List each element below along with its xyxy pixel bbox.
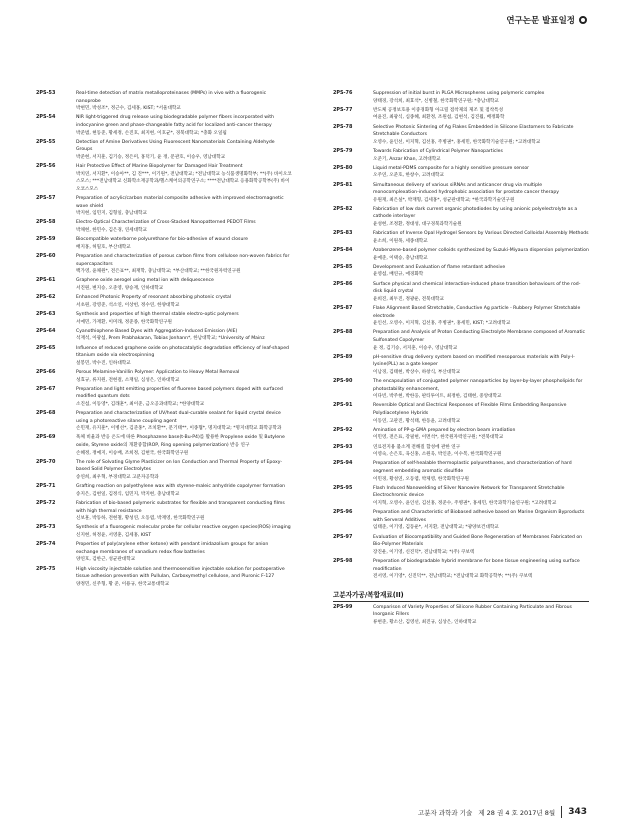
entry-code: 2PS-98: [333, 557, 353, 564]
entry-code: 2PS-60: [36, 253, 56, 260]
entry-code: 2PS-95: [333, 484, 353, 491]
entry-body: [76, 253, 292, 276]
entry-title: Simultaneous delivery of various siRNAs and anticancer drug via multiple monocomplexation-induced hydrophobic association for prostate cancer therapy: [373, 182, 559, 196]
entry-title: Flake Alignment Based Stretchable, Conductive Ag particle - Rubbery Polymer Stretchable electrode: [373, 305, 581, 319]
entry-body: [76, 163, 292, 193]
entry-code: 2PS-92: [333, 426, 353, 433]
entry-authors: 양정민, 신주형, 황 준, 이용규, 한국교통대학교: [76, 581, 170, 587]
right-column: [333, 90, 589, 628]
entry-code: 2PS-81: [333, 181, 353, 188]
entry-authors: 양연호, 김한근, 성균관대학교: [76, 557, 136, 563]
entry-authors: 손민재, 유지훈*, 이병선*, 김준홍*, 조치환**, 문기태**, 이종협*, 명지대학교; *명지대학교 화학공학과: [76, 426, 282, 432]
entry-code: 2PS-75: [36, 565, 56, 572]
entry-authors: 이지혁, 오영수, 윤인선, 김선홍, 정준수, 주병권*, 홍세민, 한국과학기술연구원; *고려대학교: [373, 500, 557, 506]
entry-authors: 박지현, 임민지, 김형일, 충남대학교: [76, 211, 147, 217]
abstract-entry: [333, 305, 589, 328]
abstract-entry: [36, 483, 292, 498]
entry-authors: 송연희, 최우혁, 부경대학교 고분자공학과: [76, 475, 159, 480]
entry-body: [373, 444, 589, 459]
entry-authors: 전서영, 이기영*, 신진덕**, 전남대학교; *전남대학교 화학공학부; **(주) 쿠보텍: [373, 574, 533, 580]
entry-title: Hair Protective Effect of Marine Biopolymer for Damaged Hair Treatment: [76, 164, 243, 170]
abstract-entry: [36, 114, 292, 137]
entry-body: [373, 329, 589, 352]
entry-body: [76, 328, 292, 343]
entry-title: Cyanothiophene Based Dyes with Aggregation-Induced Emission (AIE): [76, 328, 238, 334]
abstract-entry: [36, 500, 292, 523]
entry-body: [76, 483, 292, 498]
abstract-entry: [333, 124, 589, 147]
entry-authors: 배지홍, 허밀호, 부산대학교: [76, 244, 131, 250]
abstract-entry: [333, 182, 589, 205]
abstract-entry: [36, 163, 292, 193]
page-header: [506, 14, 587, 26]
entry-title: Preparation and characterization of UV/heat dual-curable sealant for liquid crystal device using a photoreactive silane coupling agent: [76, 411, 281, 424]
entry-code: 2PS-84: [333, 247, 353, 254]
entry-body: [76, 500, 292, 523]
entry-title: Biocompatible waterborne polyurethane for bio-adhesive of wound closure: [76, 237, 248, 243]
entry-title: Porous Melamine-Vanillin Polymer: Application to Heavy Metal Removal: [76, 369, 240, 375]
entry-authors: 이민경, 황성연, 오동엽, 박제영, 한국화학연구원: [373, 476, 469, 482]
entry-body: [76, 410, 292, 433]
entry-title: Liquid metal-PDMS composite for a highly sensitive pressure sensor: [373, 165, 530, 171]
entry-authors: 유원재, 최은실*, 박재형, 김세홍*, 성균관대학교; *한국과학기술연구원: [373, 197, 515, 203]
header-title-text: 연구논문 발표일정: [506, 16, 575, 26]
entry-code: 2PS-54: [36, 114, 56, 121]
entry-title: Preparation and Characteristic of Biobased adhesive based on Marine Organism Byproducts with Serveral Additives: [373, 510, 585, 523]
entry-code: 2PS-72: [36, 499, 56, 506]
entry-body: [373, 354, 589, 377]
abstract-entry: [36, 90, 292, 113]
entry-code: 2PS-78: [333, 123, 353, 130]
entry-authors: 박준현, 서지훈, 김기승, 정은미, 홍덕기, 윤 정, 문관호, 이승우, 영남대학교: [76, 154, 226, 160]
abstract-entry: [36, 541, 292, 564]
entry-authors: 석재석, 이광섭, Prem Prabhakaran, Tobias Jonhann*, 한남대학교; *University of Mainz: [76, 336, 265, 342]
entry-authors: 송지은, 김현일, 김정식, 임민지, 박지현, 충남대학교: [76, 491, 180, 497]
entry-title: Enhanced Photonic Property of resonant absorbing photonic crystal: [76, 295, 232, 301]
entry-code: 2PS-57: [36, 195, 56, 202]
entry-authors: 이다빈, 박주현, 박한웅, 판티투이트, 최정한, 김태현, 중앙대학교: [373, 394, 502, 400]
entry-body: [373, 230, 589, 245]
entry-code: 2PS-94: [333, 460, 353, 467]
entry-title: Fabrication of bio-based polymeric substrates for flexible and transparent conducting films with high thermal resistance: [76, 500, 285, 514]
entry-authors: 오준기, Anzar Khan, 고려대학교: [373, 156, 441, 162]
abstract-entry: [36, 139, 292, 162]
entry-code: 2PS-69: [36, 434, 56, 441]
abstract-entry: [333, 604, 589, 627]
entry-body: [76, 236, 292, 251]
entry-title: Synthesis and properties of high thermal stable electro-optic polymers: [76, 311, 239, 317]
entry-body: [373, 604, 589, 627]
entry-body: [76, 386, 292, 409]
entry-authors: 여윤진, 최광식, 심종혜, 최환정, 조원섭, 김현석, 김진월, 배정화학: [373, 115, 505, 121]
entry-authors: 윤예준, 이택승, 충남대학교: [373, 255, 428, 261]
entry-title: Synthesis of a fluorogenic molecular probe for cellular reactive oxygen species(ROS) imaging: [76, 525, 291, 531]
entry-body: [373, 165, 589, 180]
entry-code: 2PS-71: [36, 483, 56, 490]
entry-body: [373, 124, 589, 147]
entry-body: [76, 139, 292, 162]
entry-body: [373, 485, 589, 508]
entry-title: Real-time detection of matrix metalloproteinases (MMPs) in vivo with a fluorogenic nanoprobe: [76, 91, 267, 104]
entry-body: [373, 281, 589, 304]
entry-title: Detection of Amine Derivatives Using Fluorescent Nanomaterials Containing Aldehyde Groups: [76, 139, 275, 153]
entry-body: [76, 294, 292, 309]
entry-code: 2PS-87: [333, 304, 353, 311]
entry-code: 2PS-82: [333, 205, 353, 212]
entry-title: Towards Fabrication of Cylindrical Polymer Nanoparticles: [373, 148, 503, 154]
entry-title: Preparation of self-healable thermoplastic polyurethanes, and characterization of hard segment embedding aromatic disulfide: [373, 461, 572, 474]
entry-title: Preparation and light emitting properties of fluorene based polymers doped with surfaced modified quantum dots: [76, 386, 283, 400]
abstract-entry: [36, 195, 292, 218]
entry-authors: 윤영섭, 배연규, 애경화학: [373, 272, 424, 278]
entry-title: Reversible Optical and Electrical Responses of Flexible Films Embedding Responsive Polydiacetylene Hybrids: [373, 403, 567, 417]
entry-code: 2PS-93: [333, 443, 353, 450]
abstract-entry: [333, 165, 589, 180]
entry-authors: 장진운, 이기영, 신진덕*, 전남대학교; *(주) 쿠보텍: [373, 549, 475, 555]
abstract-entry: [333, 558, 589, 581]
abstract-entry: [36, 277, 292, 292]
entry-code: 2PS-65: [36, 344, 56, 351]
entry-code: 2PS-76: [333, 90, 353, 96]
footer-journal: 고분자 과학과 기술: [417, 808, 473, 817]
entry-authors: 윤성현, 조정환, 정대성, 대구경북과학기술원: [373, 222, 462, 228]
entry-title: Fabrication of low dark current organic photodiodes by using anionic polyelectrolyte as a cathode interlayer: [373, 206, 578, 220]
entry-authors: 류현준, 황소산, 김영선, 최진규, 심상은, 인하대학교: [373, 619, 477, 625]
entry-body: [373, 206, 589, 229]
entry-body: [373, 182, 589, 205]
abstract-entry: [333, 485, 589, 508]
entry-body: [76, 566, 292, 589]
entry-authors: 이남경, 김태현, 박상수, 하창식, 부산대학교: [373, 369, 461, 375]
entry-body: [373, 509, 589, 532]
entry-code: 2PS-53: [36, 90, 56, 96]
entry-code: 2PS-66: [36, 368, 56, 375]
abstract-entry: [36, 328, 292, 343]
entry-authors: 박치연, 서지환*, 이승아**, 김 진***, 이기원*, 전남대학교; *전남대학교 농식품생명화학부; **(주) 바이오코스모스; ***전남대학교 신화학소재공학과/헬스케어의공학연구소; ****전남대학교 응용화학공학부(주) 바이오코스모스: [76, 171, 292, 192]
entry-code: 2PS-73: [36, 524, 56, 531]
entry-body: [76, 459, 292, 482]
entry-code: 2PS-55: [36, 138, 56, 145]
entry-code: 2PS-67: [36, 385, 56, 392]
abstract-entry: [333, 534, 589, 557]
abstract-entry: [36, 459, 292, 482]
entry-authors: 오주연, 오준호, 한창수, 고려대학교: [373, 173, 444, 179]
entry-code: 2PS-59: [36, 236, 56, 243]
entry-body: [76, 434, 292, 457]
entry-authors: 박채현, 한민수, 김은경, 연세대학교: [76, 228, 147, 234]
entry-title: Preparation and characterization of porous carbon films from cellulose non-woven fabrics for supercapacitors: [76, 254, 290, 267]
entry-authors: 설봉민, 박수진, 인하대학교: [76, 360, 131, 366]
entry-title: Surface physical and chemical interaction-induced phase transition behaviours of the rod-disk liquid crystal: [373, 281, 581, 295]
entry-title: Suppression of initial burst in PLGA Microspheres using polymeric complex: [373, 91, 545, 96]
entry-code: 2PS-88: [333, 329, 353, 336]
entry-body: [76, 524, 292, 539]
entry-code: 2PS-85: [333, 263, 353, 270]
entry-title: Grafting reaction on polyethylene wax with styrene-maleic anhydride copolymer formation: [76, 484, 286, 490]
entry-title: 반도체 공정보호용 이중경화형 아크릴 점착제의 제조 및 점착특성: [373, 107, 504, 113]
entry-body: [76, 311, 292, 326]
entry-code: 2PS-83: [333, 230, 353, 237]
page-footer: [418, 806, 587, 818]
entry-title: Evaluation of Biocompatibility and Guided Bone Regeneration of Membranes Fabricated on Bio-Polymer Materials: [373, 534, 583, 548]
entry-code: 2PS-64: [36, 327, 56, 334]
right-entry-list: [333, 90, 589, 581]
entry-title: Azobenzene-based polymer colloids synthesized by Suzuki-Miyaura dispersion polymerization: [373, 248, 589, 254]
entry-authors: 서예민, 가재환, 이미래, 정준종, 한국화학연구원: [76, 319, 172, 325]
entry-body: [373, 247, 589, 262]
entry-body: [76, 345, 292, 368]
abstract-entry: [333, 230, 589, 245]
abstract-entry: [36, 386, 292, 409]
entry-title: Fabrication of Inverse Opal Hydrogel Sensors by Various Directed Colloidal Assembly Methods: [373, 231, 589, 237]
entry-authors: 손혜정, 정예지, 이승배, 조희정, 김현국, 한국화학연구원: [76, 450, 189, 456]
entry-body: [373, 427, 589, 442]
abstract-entry: [36, 294, 292, 309]
entry-code: 2PS-62: [36, 294, 56, 301]
left-column: [36, 90, 292, 590]
entry-authors: 윤 정, 김기승, 서지훈, 이승우, 영남대학교: [373, 345, 458, 351]
entry-title: Influence of reduced graphene oxide on photocatalytic degradation efficiency of leaf-shaped titanium oxide via electrospinning: [76, 345, 289, 359]
entry-code: 2PS-56: [36, 163, 56, 170]
footer-issue: 제 28 권 4 호 2017년 8월: [478, 808, 556, 817]
abstract-entry: [333, 264, 589, 279]
entry-code: 2PS-86: [333, 280, 353, 287]
abstract-entry: [36, 236, 292, 251]
entry-authors: 오영수, 윤인선, 이지혁, 김선홍, 주병권*, 홍세민, 한국화학기술연구원; *고려대학교: [373, 139, 541, 145]
entry-body: [373, 402, 589, 425]
abstract-entry: [333, 107, 589, 122]
entry-body: [76, 277, 292, 292]
entry-title: Graphene oxide aerogel using metal ion with deliquescence: [76, 278, 214, 284]
entry-code: 2PS-79: [333, 147, 353, 154]
entry-body: [373, 460, 589, 483]
entry-authors: 이민영, 전은표, 강필현, 이면석*, 한국원자력연구원; *전북대학교: [373, 435, 504, 441]
abstract-entry: [333, 90, 589, 105]
abstract-entry: [36, 219, 292, 234]
entry-body: [76, 369, 292, 384]
entry-body: [373, 107, 589, 122]
abstract-entry: [333, 329, 589, 352]
entry-title: Amination of PP-g-GMA prepared by electron beam irradiation: [373, 427, 516, 433]
entry-code: 2PS-90: [333, 378, 353, 385]
abstract-entry: [333, 281, 589, 304]
entry-code: 2PS-63: [36, 310, 56, 317]
entry-code: 2PS-58: [36, 219, 56, 226]
abstract-entry: [36, 311, 292, 326]
abstract-entry: [333, 402, 589, 425]
entry-title: 흑체 비율과 반응 온도에 따른 Phosphazene base(t-Bu-P4)를 활용한 Propylene oxide 및 Butylene oxide, Styrene oxide의 개환중합(ROP, Ring opening polymerization) 반응 연구: [76, 435, 285, 449]
abstract-entry: [333, 206, 589, 229]
entry-authors: 임태준, 이기영, 김동운*, 서지환, 전남대학교; *광양보건대학교: [373, 525, 499, 531]
entry-authors: 신보훈, 박동하, 전현철, 황성연, 오동엽, 박재영, 한국화학연구원: [76, 516, 205, 522]
abstract-entry: [36, 566, 292, 589]
entry-body: [373, 378, 589, 401]
abstract-entry: [333, 427, 589, 442]
entry-code: 2PS-89: [333, 353, 353, 360]
entry-authors: 윤소희, 이원목, 세종대학교: [373, 238, 428, 244]
entry-authors: 양태경, 강석희, 최효석*, 신병철, 한국화학연구원; *충남대학교: [373, 98, 499, 104]
abstract-entry: [36, 369, 292, 384]
section-title: 고분자가공/복합재료(II): [333, 589, 589, 602]
entry-code: 2PS-68: [36, 410, 56, 417]
entry-title: The encapsulation of conjugated polymer nanoparticles by layer-by-layer phospholipids for photostability enhancement,: [373, 379, 583, 392]
entry-title: Preparation of acrylic/carbon material composite adhesive with improved electromagnetic wave shield: [76, 196, 284, 209]
entry-code: 2PS-74: [36, 541, 56, 548]
abstract-entry: [36, 253, 292, 276]
entry-title: Preperation of biodegradable hybrid membrane for bone tissue engineering using surface modification: [373, 558, 580, 572]
entry-code: 2PS-77: [333, 106, 353, 113]
entry-body: [373, 305, 589, 328]
entry-title: NIR light-triggered drug release using biodegradable polymer fibers incorporated with indocyanine green and phase-changeable fatty acid for localized anti-cancer therapy: [76, 115, 274, 128]
abstract-entry: [333, 247, 589, 262]
entry-body: [373, 90, 589, 105]
entry-title: Development and Evaluation of flame retardant adhesive: [373, 264, 506, 270]
entry-body: [76, 219, 292, 234]
abstract-entry: [333, 378, 589, 401]
entry-body: [373, 558, 589, 581]
entry-title: Electro-Optical Characterization of Cross-Stacked Nanopatterned PEDOT Films: [76, 220, 256, 226]
entry-authors: 서진원, 변지승, 오준영, 양승재, 인하대학교: [76, 286, 164, 291]
entry-code: 2PS-91: [333, 402, 353, 409]
entry-body: [373, 264, 589, 279]
entry-body: [373, 534, 589, 557]
entry-body: [76, 114, 292, 137]
entry-authors: 백가영, 윤채원*, 전은표**, 최재학, 충남대학교; *부산대학교; **한국원자력연구원: [76, 269, 241, 275]
entry-authors: 윤인선, 오영수, 이지혁, 김선홍, 주병권*, 홍세민, KIST; *고려대학교: [373, 321, 511, 327]
abstract-entry: [333, 509, 589, 532]
entry-authors: 이동연, 고관진, 황석태, 한동윤, 고려대학교: [373, 418, 461, 424]
abstract-entry: [36, 524, 292, 539]
entry-title: Preparation and Analysis of Proton Conducting Electrolyte Membrane composed of Aromatic Sulfonated Copolymer: [373, 330, 586, 343]
abstract-entry: [36, 345, 292, 368]
entry-title: Selective Photonic Sintering of Ag Flakes Embedded in Silicone Elastomers to Fabricate Stretchable Conductors: [373, 124, 574, 138]
circle-bullet-icon: [579, 16, 587, 24]
entry-title: High viscosity injectable solution and thermosensitive injectable solution for postoperative tissue adhesion prevention with Pullulan, Carboxymethyl cellulose, and Pluronic F-127: [76, 566, 285, 580]
entry-authors: 이영숙, 손은호, 육신홍, 소원욱, 박인준, 이수복, 한국화학연구원: [373, 452, 502, 458]
entry-authors: 소진섭, 이동영*, 김래훈*, 최이준, 금오공과대학교; *한양대학교: [76, 401, 205, 407]
footer-divider: [561, 806, 562, 818]
entry-body: [373, 148, 589, 163]
entry-title: Comparison of Variety Properties of Silicone Rubber Containing Particulate and Fibrous Inorganic Fillers: [373, 604, 572, 618]
abstract-entry: [36, 434, 292, 457]
page-number: 343: [568, 807, 587, 817]
entry-title: pH-sensitive drug delivery system based on modified mesoporous materials with Poly-l-lysine(PLL) as a gate keeper: [373, 354, 575, 368]
entry-title: Flash Induced Nanowelding of Silver Nanowire Network for Transparent Stretchable Electrochromic device: [373, 485, 565, 499]
entry-code: 2PS-80: [333, 164, 353, 171]
entry-title: 연료전지용 불소계 전해질 합성에 관한 연구: [373, 444, 461, 450]
entry-title: Properties of poly(arylene ether ketone) with pendant imidazolium groups for anion exchange membranes of vanadium redox flow batteries: [76, 542, 269, 555]
entry-authors: 서초원, 강영준, 석소연, 이상헌, 정수연, 한양대학교: [76, 302, 180, 308]
abstract-entry: [333, 444, 589, 459]
section-entry-list: [333, 604, 589, 627]
abstract-entry: [333, 460, 589, 483]
entry-authors: 박준범, 현동준, 황세정, 손진호, 최지현, 이호균*, 경북대학교; *충화 오일핍: [76, 130, 227, 136]
entry-code: 2PS-99: [333, 603, 353, 610]
entry-code: 2PS-96: [333, 509, 353, 516]
entry-code: 2PS-61: [36, 277, 56, 284]
entry-title: The role of Solvating Glyme Plasticizer on Ion Conduction and Thermal Property of Epoxy-based Solid Polymer Electrolytes: [76, 459, 283, 473]
abstract-entry: [333, 148, 589, 163]
entry-code: 2PS-70: [36, 458, 56, 465]
entry-authors: 신지현, 허정윤, 서영훈, 김세홍, KIST: [76, 532, 152, 538]
entry-authors: 윤희진, 최두진, 정광운, 전북대학교: [373, 296, 444, 302]
abstract-entry: [36, 410, 292, 433]
entry-body: [76, 195, 292, 218]
entry-body: [76, 90, 292, 113]
entry-authors: 박현민, 박성조*, 정근수, 김세홍, KIST; *서울대학교: [76, 106, 181, 112]
abstract-entry: [333, 354, 589, 377]
entry-code: 2PS-97: [333, 533, 353, 540]
entry-body: [76, 541, 292, 564]
entry-authors: 성효규, 류지원, 전현걸, 소재일, 심성은, 인하대학교: [76, 377, 180, 383]
